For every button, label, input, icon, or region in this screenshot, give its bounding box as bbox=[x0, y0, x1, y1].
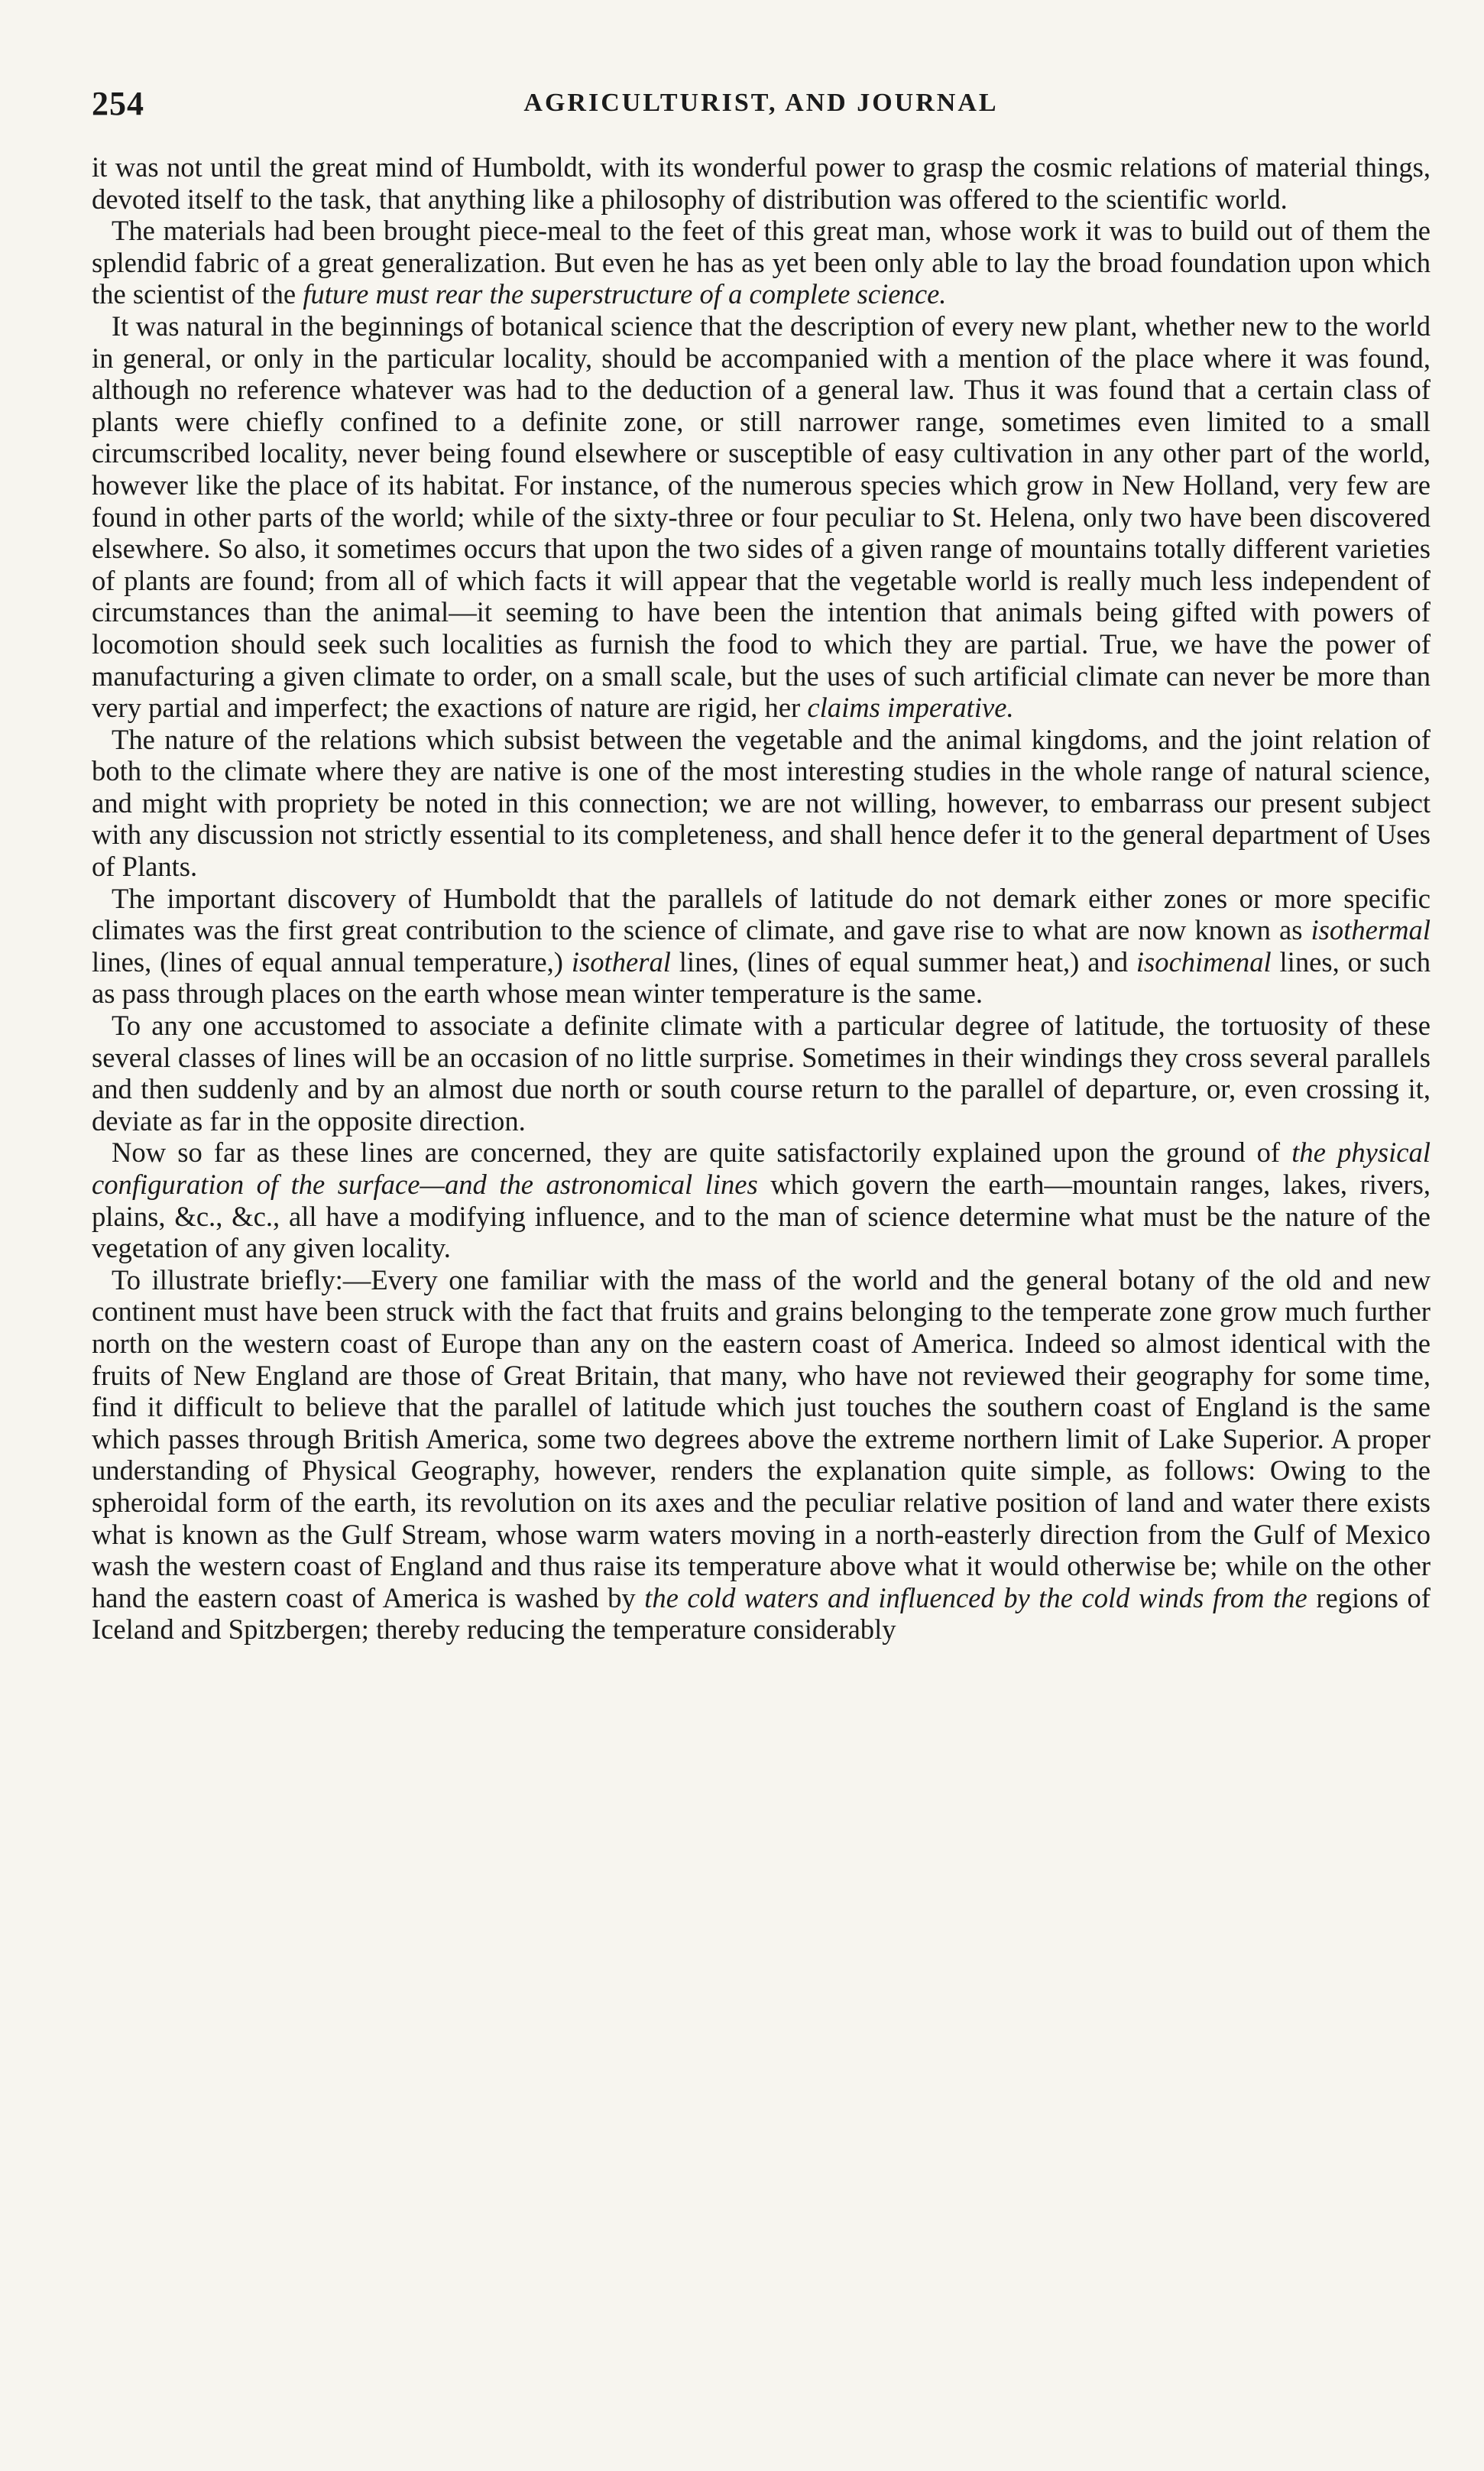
text-run: which govern the earth—mountain ranges, lakes, rivers, plains, &c., &c., all have a modifying influence, and to the man of science determine what must be the nature of the vegetation of any given locality. bbox=[92, 1169, 1431, 1264]
text-run: The important discovery of Humboldt that the parallels of latitude do not demark either zones or more specific climates was the first great contribution to the science of climate, and gave rise to what are now known as bbox=[92, 882, 1431, 946]
text-run: To illustrate briefly:—Every one familiar with the mass of the world and the general botany of the old and new continent must have been struck with the fact that fruits and grains belonging to the temperate zone grow much further north on the western coast of Europe than any on the eastern coast of America. Indeed so almost identical with the fruits of New England are those of Great Britain, that many, who have not reviewed their geography for some time, find it difficult to believe that the parallel of latitude which just touches the southern coast of England is the same which passes through British America, some two degrees above the extreme northern limit of Lake Superior. A proper understanding of Physical Geography, however, renders the explanation quite simple, as follows: Owing to the spheroidal form of the earth, its revolution on its axes and the peculiar relative position of land and water there exists what is known as the Gulf Stream, whose warm waters moving in a north-easterly direction from the Gulf of Mexico wash the western coast of England and thus raise its temperature above what it would otherwise be; while on the other hand the eastern coast of America is washed by bbox=[92, 1263, 1431, 1613]
text-run: it was not until the great mind of Humboldt, with its wonderful power to grasp the cosmic relations of material things, devoted itself to the task, that anything like a philosophy of distribution was offered to the scientific world. bbox=[92, 151, 1431, 215]
paragraph bbox=[92, 215, 1431, 310]
italic-text: isothermal bbox=[1311, 914, 1431, 946]
text-run: regions of Iceland and Spitzbergen; thereby reducing the temperature considerably bbox=[92, 1581, 1431, 1646]
text-run: To any one accustomed to associate a definite climate with a particular degree of latitude, the tortuosity of these several classes of lines will be an occasion of no little surprise. Sometimes in their windings they cross several parallels and then suddenly and by an almost due north or south course return to the parallel of departure, or, even crossing it, deviate as far in the opposite direction. bbox=[92, 1010, 1431, 1137]
article-body bbox=[92, 151, 1431, 1646]
text-run: It was natural in the beginnings of botanical science that the description of every new plant, whether new to the world in general, or only in the particular locality, should be accompanied with a mention of the place where it was found, although no reference whatever was had to the deduction of a general law. Thus it was found that a certain class of plants were chiefly confined to a definite zone, or still narrower range, sometimes even limited to a small circumscribed locality, never being found elsewhere or susceptible of easy cultivation in any other part of the world, however like the place of its habitat. For instance, of the numerous species which grow in New Holland, very few are found in other parts of the world; while of the sixty-three or four peculiar to St. Helena, only two have been discovered elsewhere. So also, it sometimes occurs that upon the two sides of a given range of mountains totally different varieties of plants are found; from all of which facts it will appear that the vegetable world is really much less independent of circumstances than the animal—it seeming to have been the intention that animals being gifted with powers of locomotion should seek such localities as furnish the food to which they are partial. True, we have the power of manufacturing a given climate to order, on a small scale, but the uses of such artificial climate can never be more than very partial and imperfect; the exactions of nature are rigid, her bbox=[92, 310, 1431, 724]
italic-text: isotheral bbox=[571, 945, 671, 978]
running-head: AGRICULTURIST, AND JOURNAL bbox=[523, 89, 999, 117]
paragraph bbox=[92, 151, 1431, 215]
text-run: The nature of the relations which subsist between the vegetable and the animal kingdoms, and the joint relation of both to the climate where they are native is one of the most interesting studies in the whole range of natural science, and might with propriety be noted in this connection; we are not willing, however, to embarrass our present subject with any discussion not strictly essential to its completeness, and shall hence defer it to the general department of Uses of Plants. bbox=[92, 723, 1431, 883]
paragraph bbox=[92, 1264, 1431, 1646]
text-run: The materials had been brought piece-meal to the feet of this great man, whose work it was to build out of them the splendid fabric of a great generalization. But even he has as yet been only able to lay the broad foundation upon which the scientist of the bbox=[92, 215, 1431, 310]
text-run: lines, (lines of equal summer heat,) and bbox=[670, 945, 1136, 978]
text-run: lines, (lines of equal annual temperature,) bbox=[92, 945, 572, 978]
text-run: lines, or such as pass through places on the earth whose mean winter temperature is the same. bbox=[92, 945, 1431, 1010]
italic-text: future must rear the superstructure of a complete science. bbox=[303, 278, 947, 310]
italic-text: claims imperative. bbox=[807, 692, 1014, 724]
italic-text: isochimenal bbox=[1136, 945, 1272, 978]
italic-text: the cold waters and influenced by the cold winds from the bbox=[644, 1581, 1307, 1613]
page-header bbox=[92, 84, 1431, 130]
paragraph bbox=[92, 310, 1431, 724]
paragraph bbox=[92, 1137, 1431, 1263]
text-run: Now so far as these lines are concerned, they are quite satisfactorily explained upon the ground of bbox=[112, 1137, 1292, 1169]
paragraph bbox=[92, 1010, 1431, 1137]
page-number: 254 bbox=[92, 85, 144, 122]
paragraph bbox=[92, 883, 1431, 1010]
italic-text: the physical configuration of the surface—and the astronomical lines bbox=[92, 1137, 1431, 1200]
paragraph bbox=[92, 724, 1431, 883]
